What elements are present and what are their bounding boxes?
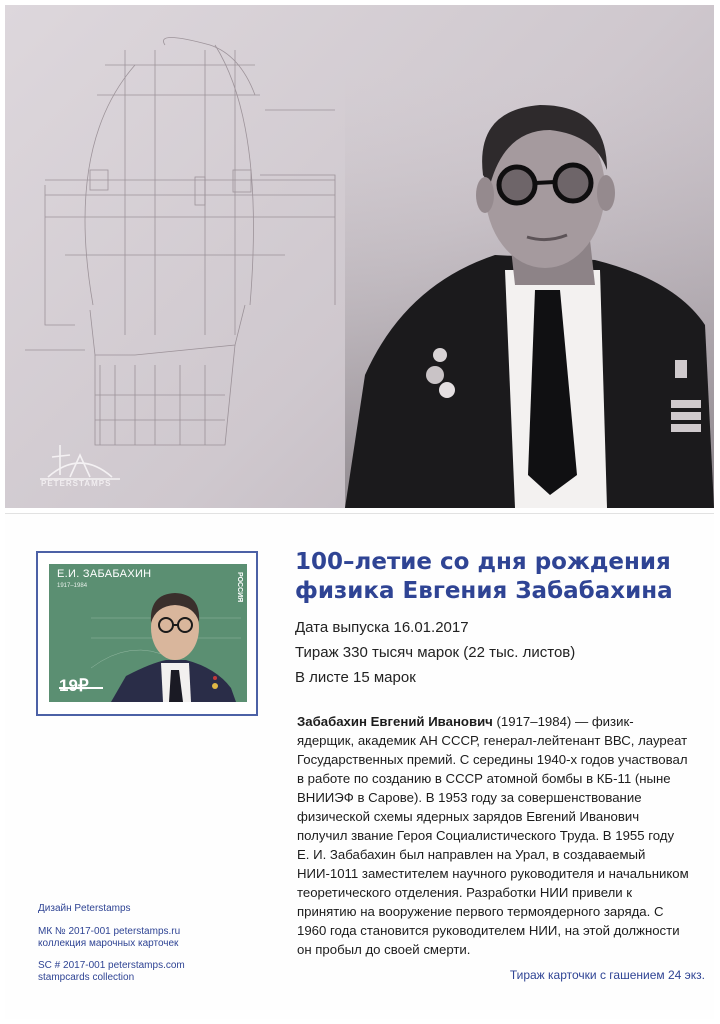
- logo-wordmark: PETERSTAMPS: [41, 479, 112, 488]
- sc-line-2: stampcards collection: [38, 972, 135, 983]
- mk-credit: [38, 926, 258, 950]
- stamp-years: 1917–1984: [57, 583, 88, 589]
- circulation: Тираж 330 тысяч марок (22 тыс. листов): [295, 644, 576, 661]
- biography-text: [297, 712, 689, 959]
- stamp-value: 19₽: [59, 676, 89, 695]
- card-title: 100–летие со дня рождения физика Евгения Забабахина: [295, 549, 673, 604]
- mk-line-1: МК № 2017-001 peterstamps.ru: [38, 926, 181, 937]
- stamp-frame: [36, 551, 258, 716]
- sc-line-1: SC # 2017-001 peterstamps.com: [38, 960, 185, 971]
- postcard-front: [5, 5, 714, 508]
- mk-line-2: коллекция марочных карточек: [38, 938, 179, 949]
- stamp-portrait-image: [91, 578, 241, 702]
- design-credit: Дизайн Peterstamps: [38, 903, 131, 914]
- stamps-per-sheet: В листе 15 марок: [295, 669, 416, 686]
- bio-name: Забабахин Евгений Иванович: [297, 714, 493, 729]
- peterstamps-logo: [30, 437, 130, 497]
- postage-stamp: [49, 564, 247, 702]
- stamp-name: Е.И. ЗАБАБАХИН: [57, 568, 152, 580]
- sc-credit: [38, 960, 258, 984]
- stamp-country: РОССИЯ: [236, 572, 243, 603]
- bio-body: (1917–1984) — физик-ядерщик, академик АН СССР, генерал-лейтенант ВВС, лауреат Государственных премий. С середины 1940-х годов участвовал в работе по созданию в СССР атомной бомбы в КБ-11 (ныне ВНИИЭФ в Сарове). В 1953 году за совершенствование физической схемы ядерных зарядов Евгений Иванович получил звание Героя Социалистического Труда. В 1955 году Е. И. Забабахин был направлен на Урал, в создаваемый НИИ-1011 заместителем научного руководителя и начальником теоретического отделения. Разработки НИИ привели к принятию на вооружение первого термоядерного заряда. С 1960 года становится руководителем НИИ, на этой должности он пробыл до своей смерти.: [297, 714, 689, 957]
- card-print-run: Тираж карточки с гашением 24 экз.: [509, 968, 705, 982]
- issue-date: Дата выпуска 16.01.2017: [295, 619, 469, 636]
- postcard-back: [5, 513, 714, 1019]
- scientist-portrait-photo: [345, 75, 714, 508]
